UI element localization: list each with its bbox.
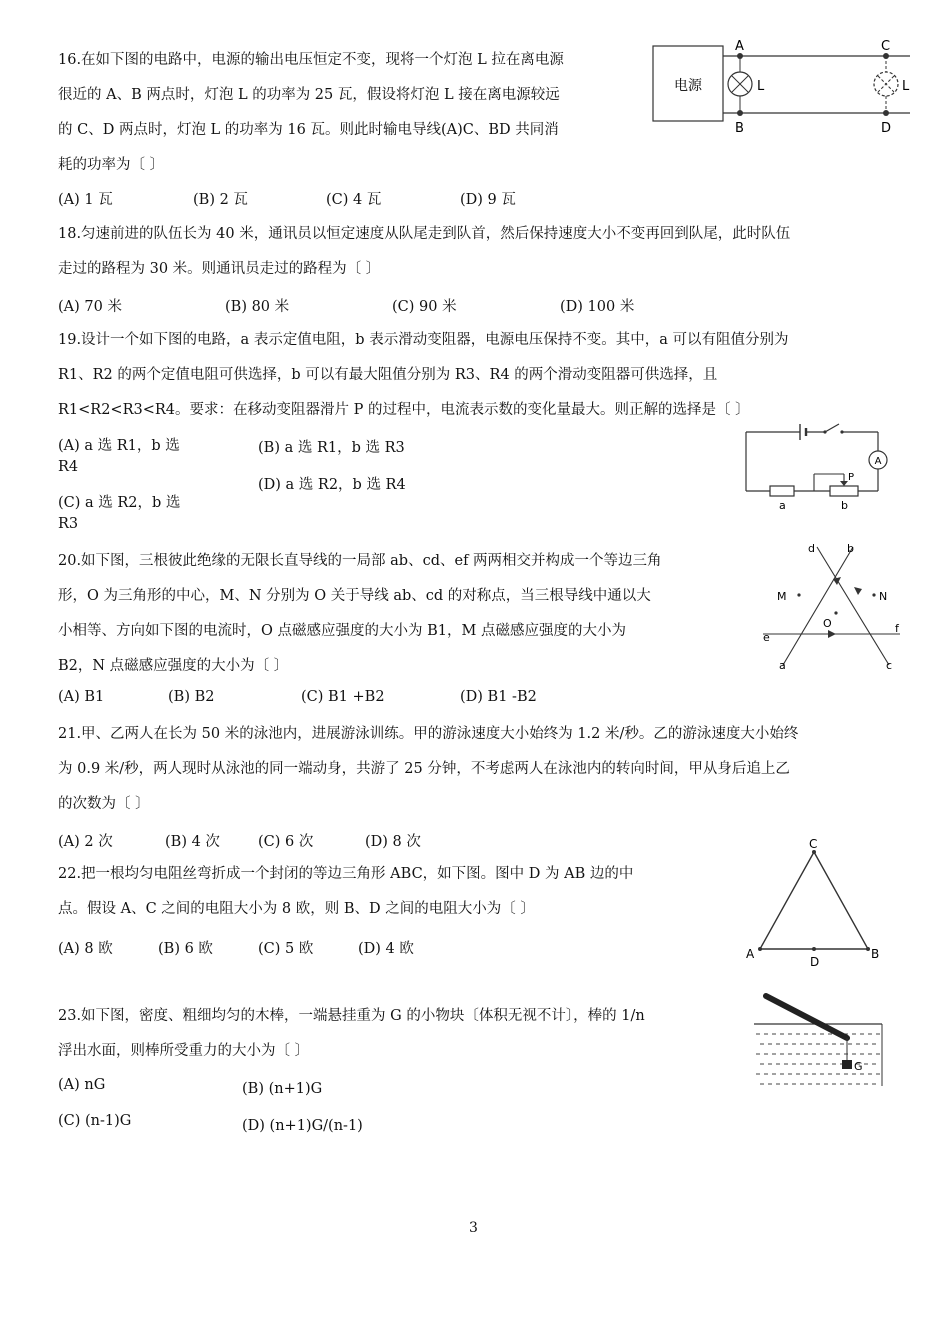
q20-option-b[interactable]: (B) B2 [168, 689, 215, 705]
q19-line: R1、R2 的两个定值电阻可供选择，b 可以有最大阻值分别为 R3、R4 的两个滑动变阻器可供选择，且 [58, 367, 718, 383]
q22-option-b[interactable]: (B) 6 欧 [158, 941, 213, 957]
svg-text:G: G [854, 1060, 863, 1073]
q23-option-d[interactable]: (D) (n+1)G/(n-1) [242, 1118, 363, 1134]
q21-line: 为 0.9 米/秒，两人现时从泳池的同一端动身，共游了 25 分钟，不考虑两人在泳池内的转向时间，甲从身后追上乙 [58, 761, 790, 777]
q19-circuit-figure [740, 418, 890, 513]
q18-option-b[interactable]: (B) 80 米 [225, 299, 290, 315]
q19-line: 19.设计一个如下图的电路，a 表示定值电阻，b 表示滑动变阻器，电源电压保持不变。其中，a 可以有阻值分别为 [58, 332, 789, 348]
svg-text:L: L [757, 79, 765, 94]
q21-option-c[interactable]: (C) 6 次 [258, 834, 314, 850]
svg-text:a: a [779, 659, 786, 672]
svg-text:C: C [881, 39, 891, 54]
svg-text:L: L [902, 79, 910, 94]
q23-line: 浮出水面，则棒所受重力的大小为〔 〕 [58, 1043, 310, 1059]
q20-line: 形，O 为三角形的中心，M、N 分别为 O 关于导线 ab、cd 的对称点，当三根导线中通以大 [58, 588, 651, 604]
q22-text [58, 857, 633, 927]
q16-source-label: 电源 [674, 78, 702, 94]
q21-option-a[interactable]: (A) 2 次 [58, 834, 113, 850]
q23-line: 23.如下图，密度、粗细均匀的木棒，一端悬挂重为 G 的小物块〔体积无视不计〕，棒的 1/n [58, 1008, 645, 1024]
q23-option-a[interactable]: (A) nG [58, 1077, 106, 1093]
q23-option-c[interactable]: (C) (n-1)G [58, 1113, 132, 1129]
svg-text:c: c [886, 659, 893, 672]
q22-option-c[interactable]: (C) 5 欧 [258, 941, 314, 957]
q22-option-a[interactable]: (A) 8 欧 [58, 941, 113, 957]
svg-text:e: e [763, 631, 770, 644]
q21-line: 21.甲、乙两人在长为 50 米的泳池内，进展游泳训练。甲的游泳速度大小始终为 1.2 米/秒。乙的游泳速度大小始终 [58, 726, 799, 742]
q16-line: 很近的 A、B 两点时，灯泡 L 的功率为 25 瓦，假设将灯泡 L 接在离电源较远 [58, 87, 560, 103]
q16-option-a[interactable]: (A) 1 瓦 [58, 192, 113, 208]
q20-option-a[interactable]: (A) B1 [58, 689, 105, 705]
q18-text [58, 217, 790, 287]
block-icon [842, 1060, 852, 1069]
svg-text:C: C [809, 837, 818, 851]
q18-line: 走过的路程为 30 米。则通讯员走过的路程为〔 〕 [58, 261, 381, 277]
q19-option-a-line: R4 [58, 459, 79, 475]
q16-circuit-figure [648, 36, 918, 146]
q18-option-a[interactable]: (A) 70 米 [58, 299, 122, 315]
q18-line: 18.匀速前进的队伍长为 40 米，通讯员以恒定速度从队尾走到队首，然后保持速度大小不变再回到队尾，此时队伍 [58, 226, 791, 242]
q20-wires-figure [755, 537, 905, 672]
svg-text:a: a [779, 499, 786, 512]
q18-option-d[interactable]: (D) 100 米 [560, 299, 635, 315]
svg-text:B: B [871, 947, 880, 961]
q20-option-d[interactable]: (D) B1 -B2 [460, 689, 537, 705]
q19-text [58, 323, 788, 428]
svg-text:N: N [879, 590, 888, 603]
q19-option-a[interactable] [58, 436, 180, 478]
svg-text:f: f [895, 622, 899, 635]
q22-line: 点。假设 A、C 之间的电阻大小为 8 欧，则 B、D 之间的电阻大小为〔 〕 [58, 901, 535, 917]
q23-rod-figure [748, 990, 888, 1090]
q21-option-b[interactable]: (B) 4 次 [165, 834, 220, 850]
q16-line: 耗的功率为〔 〕 [58, 157, 165, 173]
q20-line: B2，N 点磁感应强度的大小为〔 〕 [58, 658, 289, 674]
svg-text:d: d [808, 542, 815, 555]
page-number: 3 [469, 1220, 478, 1236]
svg-text:B: B [735, 121, 744, 136]
q16-option-b[interactable]: (B) 2 瓦 [193, 192, 248, 208]
svg-text:A: A [874, 456, 882, 467]
q16-text [58, 43, 564, 183]
q21-option-d[interactable]: (D) 8 次 [365, 834, 421, 850]
q20-line: 小相等、方向如下图的电流时，O 点磁感应强度的大小为 B1，M 点磁感应强度的大小为 [58, 623, 626, 639]
q19-option-c[interactable] [58, 493, 180, 535]
svg-text:D: D [810, 955, 820, 969]
q20-line: 20.如下图，三根彼此绝缘的无限长直导线的一局部 ab、cd、ef 两两相交并构成一个等边三角 [58, 553, 662, 569]
q16-option-d[interactable]: (D) 9 瓦 [460, 192, 516, 208]
q22-triangle-figure [740, 836, 890, 971]
q21-line: 的次数为〔 〕 [58, 796, 150, 812]
q19-option-d[interactable]: (D) a 选 R2，b 选 R4 [258, 477, 406, 493]
q19-option-a-line: (A) a 选 R1，b 选 [58, 438, 180, 454]
q21-text [58, 717, 798, 822]
q19-option-c-line: (C) a 选 R2，b 选 [58, 495, 181, 511]
q20-option-c[interactable]: (C) B1 +B2 [301, 689, 385, 705]
q20-text [58, 544, 662, 684]
svg-text:M: M [777, 590, 787, 603]
svg-text:O: O [823, 617, 832, 630]
q23-option-b[interactable]: (B) (n+1)G [242, 1081, 323, 1097]
q22-option-d[interactable]: (D) 4 欧 [358, 941, 414, 957]
q19-line: R1<R2<R3<R4。要求：在移动变阻器滑片 P 的过程中，电流表示数的变化量最大。则正解的选择是〔 〕 [58, 402, 750, 418]
q22-line: 22.把一根均匀电阻丝弯折成一个封闭的等边三角形 ABC，如下图。图中 D 为 AB 边的中 [58, 866, 634, 882]
q18-option-c[interactable]: (C) 90 米 [392, 299, 457, 315]
q16-line: 16.在如下图的电路中，电源的输出电压恒定不变，现将一个灯泡 L 拉在离电源 [58, 52, 564, 68]
switch-icon [825, 424, 839, 432]
wooden-rod [766, 996, 847, 1038]
svg-text:D: D [881, 121, 892, 136]
q16-option-c[interactable]: (C) 4 瓦 [326, 192, 382, 208]
q16-line: 的 C、D 两点时，灯泡 L 的功率为 16 瓦。则此时输电导线(A)C、BD 共同消 [58, 122, 559, 138]
svg-text:P: P [848, 472, 855, 483]
svg-text:b: b [841, 499, 848, 512]
q19-option-b[interactable]: (B) a 选 R1，b 选 R3 [258, 440, 405, 456]
q23-text [58, 999, 645, 1069]
q19-option-c-line: R3 [58, 516, 79, 532]
svg-text:b: b [847, 542, 854, 555]
svg-text:A: A [735, 39, 744, 54]
svg-text:A: A [746, 947, 755, 961]
